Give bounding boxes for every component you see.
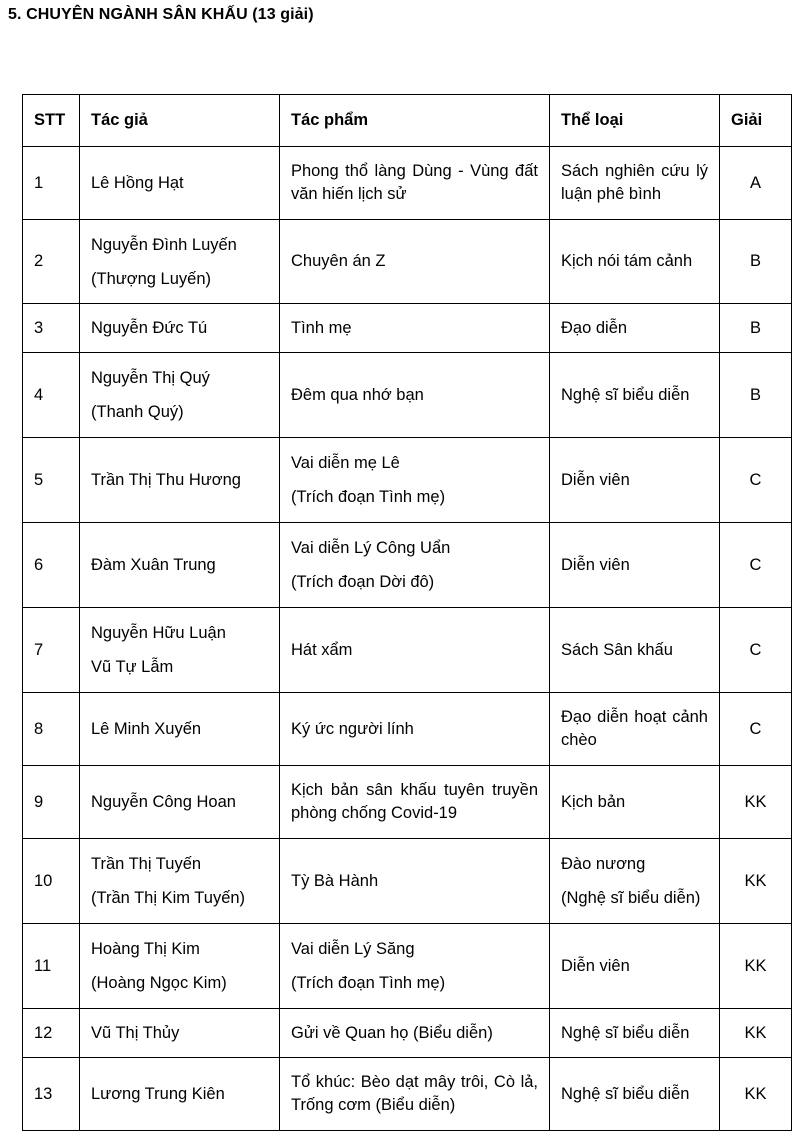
- table-row: [23, 438, 792, 523]
- cell-author: [80, 924, 280, 1009]
- cell-work: [280, 693, 550, 766]
- work-line: Phong thổ làng Dùng - Vùng đất văn hiến lịch sử: [291, 162, 538, 203]
- cell-stt: 9: [23, 766, 80, 839]
- cell-stt: 5: [23, 438, 80, 523]
- work-line: Ký ức người lính: [291, 719, 414, 738]
- cell-genre: [550, 523, 720, 608]
- author-line: Vũ Tự Lẫm: [91, 658, 174, 676]
- cell-author: [80, 438, 280, 523]
- header-award: Giải: [720, 95, 792, 147]
- author-line: (Thanh Quý): [91, 403, 184, 421]
- cell-stt: 3: [23, 304, 80, 353]
- table-row: [23, 304, 792, 353]
- author-line: Nguyễn Đức Tú: [91, 318, 208, 337]
- section-heading: 5. CHUYÊN NGÀNH SÂN KHẤU (13 giải): [8, 6, 314, 23]
- header-stt: STT: [23, 95, 80, 147]
- genre-line: Đạo diễn: [561, 318, 628, 337]
- header-genre: Thể loại: [550, 95, 720, 147]
- work-line: Tỳ Bà Hành: [291, 871, 379, 890]
- table-row: [23, 608, 792, 693]
- cell-work: [280, 1058, 550, 1131]
- author-line: Nguyễn Đình Luyến: [91, 235, 237, 254]
- cell-author: [80, 839, 280, 924]
- work-line: Đêm qua nhớ bạn: [291, 385, 424, 404]
- table-row: [23, 523, 792, 608]
- cell-genre: [550, 693, 720, 766]
- genre-line: Sách Sân khấu: [561, 640, 673, 659]
- cell-author: [80, 1009, 280, 1058]
- cell-award: B: [720, 220, 792, 304]
- genre-line: Đạo diễn hoạt cảnh chèo: [561, 708, 708, 749]
- cell-genre: [550, 220, 720, 304]
- cell-stt: 4: [23, 353, 80, 438]
- genre-line: Nghệ sĩ biểu diễn: [561, 385, 690, 404]
- cell-stt: 11: [23, 924, 80, 1009]
- cell-work: [280, 766, 550, 839]
- genre-line: (Nghệ sĩ biểu diễn): [561, 889, 701, 907]
- cell-work: [280, 438, 550, 523]
- table-row: [23, 1009, 792, 1058]
- header-work: Tác phẩm: [280, 95, 550, 147]
- cell-genre: [550, 1058, 720, 1131]
- work-line: Tổ khúc: Bèo dạt mây trôi, Cò lả, Trống cơm (Biểu diễn): [291, 1073, 538, 1114]
- author-line: Đàm Xuân Trung: [91, 555, 216, 574]
- cell-award: KK: [720, 924, 792, 1009]
- cell-author: [80, 220, 280, 304]
- cell-author: [80, 523, 280, 608]
- cell-work: [280, 304, 550, 353]
- genre-line: Diễn viên: [561, 555, 630, 574]
- genre-line: Diễn viên: [561, 956, 630, 975]
- author-line: Nguyễn Thị Quý: [91, 369, 210, 387]
- cell-work: [280, 839, 550, 924]
- author-line: Trần Thị Thu Hương: [91, 470, 241, 489]
- cell-award: C: [720, 608, 792, 693]
- cell-genre: [550, 304, 720, 353]
- cell-author: [80, 353, 280, 438]
- cell-stt: 12: [23, 1009, 80, 1058]
- author-line: (Thượng Luyến): [91, 269, 212, 288]
- cell-award: B: [720, 353, 792, 438]
- cell-author: [80, 608, 280, 693]
- author-line: Lê Hồng Hạt: [91, 173, 184, 192]
- cell-author: [80, 766, 280, 839]
- genre-line: Kịch nói tám cảnh: [561, 252, 693, 270]
- genre-line: Đào nương: [561, 855, 646, 873]
- cell-work: [280, 523, 550, 608]
- table-row: [23, 147, 792, 220]
- genre-line: Kịch bản: [561, 792, 626, 811]
- cell-stt: 6: [23, 523, 80, 608]
- author-line: Hoàng Thị Kim: [91, 940, 200, 958]
- table-row: [23, 1058, 792, 1131]
- table-row: [23, 353, 792, 438]
- genre-line: Sách nghiên cứu lý luận phê bình: [561, 162, 708, 203]
- cell-genre: [550, 608, 720, 693]
- cell-stt: 7: [23, 608, 80, 693]
- cell-genre: [550, 147, 720, 220]
- cell-work: [280, 147, 550, 220]
- cell-author: [80, 147, 280, 220]
- cell-work: [280, 220, 550, 304]
- cell-stt: 10: [23, 839, 80, 924]
- author-line: Vũ Thị Thủy: [91, 1023, 180, 1042]
- cell-award: KK: [720, 766, 792, 839]
- table-row: [23, 924, 792, 1009]
- work-line: (Trích đoạn Dời đô): [291, 573, 435, 591]
- work-line: Vai diễn Lý Săng: [291, 940, 415, 958]
- author-line: (Hoàng Ngọc Kim): [91, 974, 227, 992]
- cell-award: B: [720, 304, 792, 353]
- author-line: Trần Thị Tuyến: [91, 855, 202, 873]
- genre-line: Nghệ sĩ biểu diễn: [561, 1023, 690, 1042]
- cell-award: C: [720, 438, 792, 523]
- table-row: [23, 693, 792, 766]
- work-line: (Trích đoạn Tình mẹ): [291, 974, 446, 992]
- cell-genre: [550, 1009, 720, 1058]
- cell-award: A: [720, 147, 792, 220]
- cell-award: C: [720, 523, 792, 608]
- work-line: Vai diễn mẹ Lê: [291, 454, 400, 472]
- cell-award: KK: [720, 1058, 792, 1131]
- cell-stt: 1: [23, 147, 80, 220]
- cell-stt: 2: [23, 220, 80, 304]
- table-row: [23, 839, 792, 924]
- work-line: Kịch bản sân khấu tuyên truyền phòng chống Covid-19: [291, 781, 538, 822]
- table-header-row: [23, 95, 792, 147]
- cell-genre: [550, 924, 720, 1009]
- cell-work: [280, 608, 550, 693]
- cell-genre: [550, 839, 720, 924]
- cell-genre: [550, 766, 720, 839]
- work-line: (Trích đoạn Tình mẹ): [291, 488, 446, 506]
- author-line: Nguyễn Hữu Luận: [91, 624, 226, 642]
- cell-work: [280, 353, 550, 438]
- awards-table: [22, 94, 792, 1131]
- author-line: Lương Trung Kiên: [91, 1084, 225, 1103]
- cell-author: [80, 304, 280, 353]
- work-line: Chuyên án Z: [291, 252, 386, 270]
- cell-award: KK: [720, 1009, 792, 1058]
- cell-award: C: [720, 693, 792, 766]
- work-line: Gửi về Quan họ (Biểu diễn): [291, 1023, 493, 1042]
- table-row: [23, 766, 792, 839]
- table-row: [23, 220, 792, 304]
- genre-line: Nghệ sĩ biểu diễn: [561, 1084, 690, 1103]
- cell-stt: 13: [23, 1058, 80, 1131]
- header-author: Tác giả: [80, 95, 280, 147]
- cell-stt: 8: [23, 693, 80, 766]
- work-line: Hát xẩm: [291, 640, 353, 659]
- cell-work: [280, 1009, 550, 1058]
- author-line: (Trần Thị Kim Tuyến): [91, 889, 246, 907]
- author-line: Lê Minh Xuyến: [91, 719, 202, 738]
- cell-work: [280, 924, 550, 1009]
- cell-author: [80, 693, 280, 766]
- work-line: Tình mẹ: [291, 318, 352, 337]
- cell-author: [80, 1058, 280, 1131]
- author-line: Nguyễn Công Hoan: [91, 792, 236, 811]
- cell-genre: [550, 353, 720, 438]
- genre-line: Diễn viên: [561, 470, 630, 489]
- work-line: Vai diễn Lý Công Uẩn: [291, 539, 451, 557]
- cell-award: KK: [720, 839, 792, 924]
- cell-genre: [550, 438, 720, 523]
